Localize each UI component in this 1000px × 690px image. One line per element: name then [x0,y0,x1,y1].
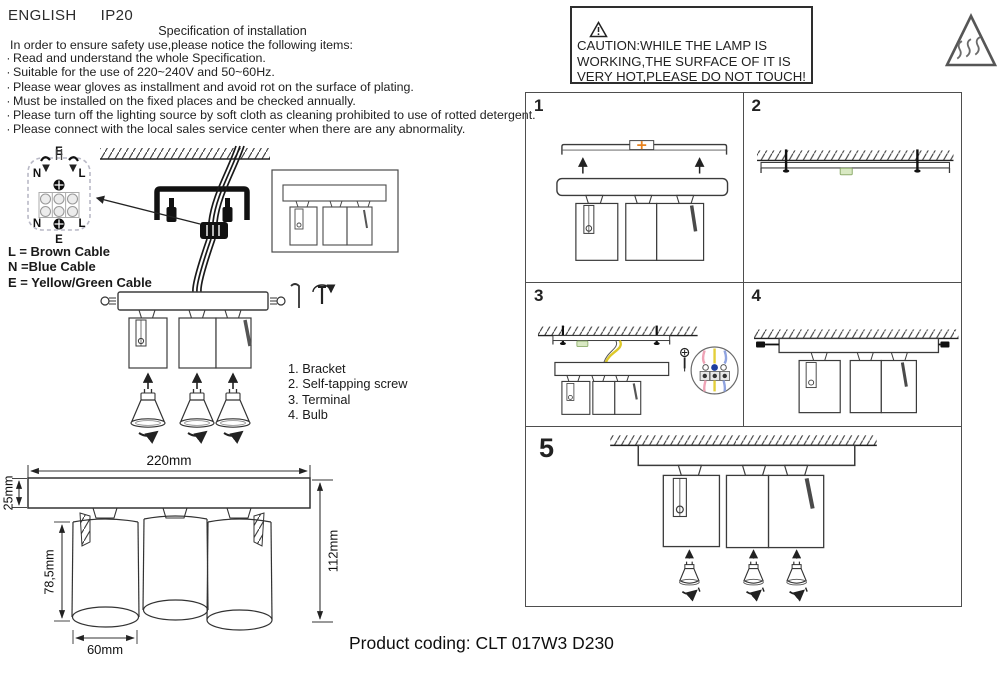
caution-line: CAUTION:WHILE THE LAMP IS [577,21,807,54]
dim-diameter-label: 60mm [86,642,124,657]
part-item: 3. Terminal [288,391,351,407]
spec-item: · Must be installed on the fixed places and be checked annually. [6,93,356,108]
parts-list [288,361,408,422]
side-screw-icon [270,297,285,305]
screw-rotate-icon [313,285,331,304]
ip-rating-label: IP20 [100,7,134,24]
terminal-label-l-bottom: L [78,218,86,230]
legend-line: N =Blue Cable [8,259,96,275]
language-label: ENGLISH [8,7,77,24]
step-1-panel [526,93,744,283]
cable-bundle [193,146,244,292]
spec-list [4,51,536,137]
caution-box [570,6,813,84]
bulb-icon [787,562,807,594]
legend-line: L = Brown Cable [8,244,110,259]
pointer-arrow [97,198,200,224]
warning-triangle-icon [589,21,608,38]
step-4-number: 4 [751,286,761,305]
spec-item: · Read and understand the whole Specification. [6,51,266,65]
bulb-icon [216,389,250,436]
dim-total-height-label: 112mm [325,529,341,573]
fixture-thumbnail [272,170,398,252]
earth-wire-yellow [606,341,621,363]
page-header [8,7,133,24]
step-4-panel [744,283,962,427]
part-item: 1. Bracket [288,361,346,376]
step-1-diagram [526,93,743,282]
ceiling-hatch [100,148,270,159]
step-1-number: 1 [534,96,544,115]
step-2-panel [744,93,962,283]
terminal-label-e-bottom: E [55,234,63,246]
dim-width-label: 220mm [146,453,192,468]
step-4-diagram [744,283,962,426]
terminal-label-n-top: N [32,168,42,180]
step-3-diagram [526,283,743,426]
bracket-marker-green [577,341,588,346]
step-5-panel [526,427,961,606]
terminal-detail-diagram [28,146,90,246]
cable-legend [8,244,152,290]
part-item: 2. Self-tapping screw [288,376,408,392]
bulb-icon [744,562,764,594]
spec-item: · Suitable for the use of 220~240V and 50~60Hz. [6,65,275,80]
installation-steps-grid [525,92,962,607]
spec-intro: In order to ensure safety use,please notice the following items: [10,38,353,52]
step-2-diagram [744,93,962,282]
dim-body-height-label: 78,5mm [42,549,57,595]
terminal-dot-blue [711,364,718,371]
part-item: 4. Bulb [288,406,328,422]
bulb-icon [180,389,214,436]
wiring-detail-circle [691,347,738,394]
spec-item: · Please wear gloves as installment and avoid rot on the surface of plating. [6,79,414,94]
terminal-label-e-top: E [55,146,63,158]
screwdriver-screw-icon [681,349,689,372]
step-2-number: 2 [751,96,761,115]
step-5-diagram [526,427,961,606]
dim-plate-height-label: 25mm [1,475,16,511]
step-5-number: 5 [539,433,555,463]
hook-icon [291,284,299,308]
terminal-label-n-bottom: N [32,218,42,230]
hot-surface-triangle-icon [944,12,998,72]
bulb-icon [680,562,700,594]
caution-line: WORKING,THE SURFACE OF IT IS [577,53,791,69]
step-3-panel [526,283,744,427]
side-screw-icon [101,297,116,305]
spec-item: · Please connect with the local sales service center when there are any abnormality. [6,122,466,137]
spec-item: · Please turn off the lighting source by soft cloth as cleaning prohibited to use of rotted detergent. [6,108,536,123]
cylinder-outlines [72,516,272,630]
legend-line: E = Yellow/Green Cable [8,274,152,290]
product-coding: Product coding: CLT 017W3 D230 [349,633,614,653]
bulb-icon [131,389,165,436]
step-3-number: 3 [534,286,544,305]
spec-title: Specification of installation [158,24,307,38]
caution-line: VERY HOT,PLEASE DO NOT TOUCH! [577,69,806,84]
bracket-marker-green [840,168,852,175]
terminal-label-l-top: L [78,168,86,180]
dimension-drawing [0,445,350,690]
